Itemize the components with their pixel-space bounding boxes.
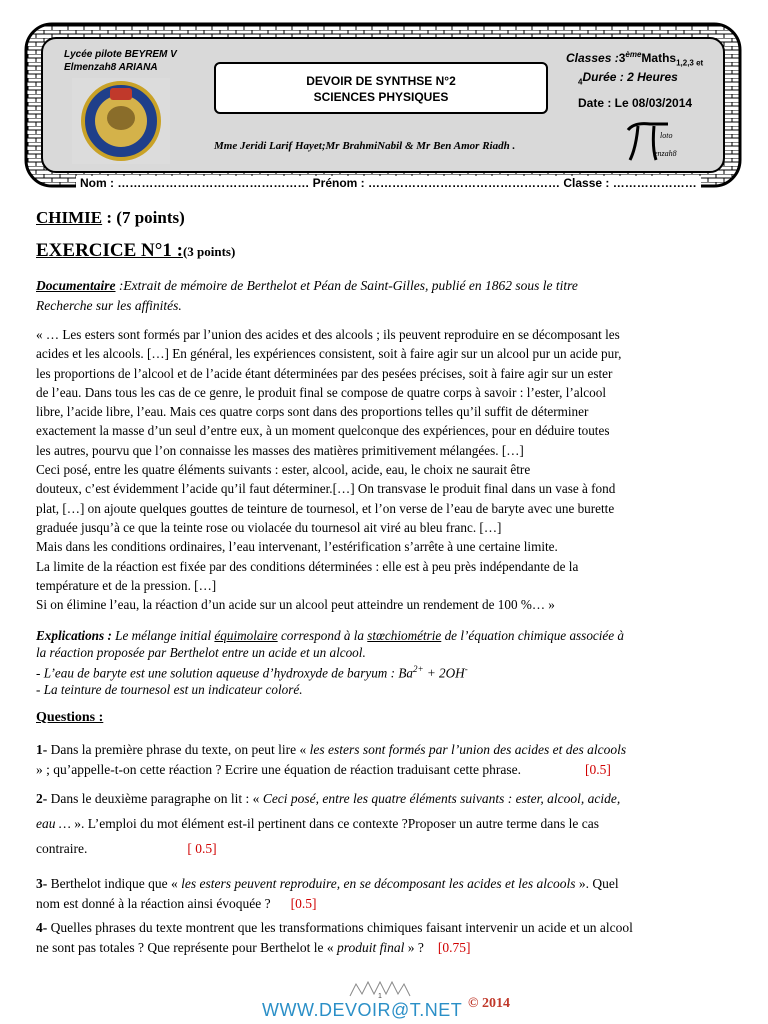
pi-logo (624, 118, 684, 166)
question-quote: eau … (36, 816, 71, 831)
question-1 (36, 740, 756, 779)
question-4 (36, 918, 756, 957)
question-text: » ; qu’appelle-t-on cette réaction ? Ecrire une équation de réaction traduisant cette phrase. (36, 761, 522, 777)
duration: Durée : 2 Heures (582, 70, 678, 84)
exam-title: DEVOIR DE SYNTHSE N°2 (306, 74, 456, 88)
logo-text2: enzah8 (654, 149, 677, 158)
documentaire-line2: Recherche sur les affinités. (36, 297, 182, 313)
chimie-points: : (7 points) (102, 208, 185, 227)
question-text: ne sont pas totales ? Que représente pour Berthelot le « (36, 939, 338, 955)
explications-line4: - La teinture de tournesol est un indicateur coloré. (36, 681, 303, 697)
classes-sub: 1,2,3 et (676, 58, 704, 68)
school-name (64, 48, 177, 74)
explications-label: Explications : (36, 628, 112, 643)
quote-line: Ceci posé, entre les quatre éléments suivants : ester, alcool, acide, eau, le choix ne saurait être (36, 462, 531, 478)
authors: Mme Jeridi Larif Hayet;Mr BrahmiNabil & Mr Ben Amor Riadh . (214, 140, 516, 152)
question-points: [0.5] (585, 761, 611, 777)
quote-line: « … Les esters sont formés par l’union des acides et des alcools ; ils peuvent reproduire en se décomposant les (36, 327, 620, 342)
exercise-heading (36, 240, 235, 262)
chimie-heading (36, 208, 185, 228)
questions-heading: Questions : (36, 710, 104, 725)
explications-term: stœchiométrie (367, 628, 442, 643)
exam-subject: SCIENCES PHYSIQUES (313, 90, 449, 104)
explications-sup: 2+ (412, 664, 424, 674)
quote-line: les autres, pourvu que l’on connaisse les masses des matières primitivement mélangées. […] (36, 442, 524, 458)
question-3 (36, 874, 756, 913)
chimie-title: CHIMIE (36, 208, 103, 227)
question-2 (36, 786, 756, 861)
quote-line: Mais dans les conditions ordinaires, l’eau intervenant, l’estérification s’arrête à une certaine limite. (36, 539, 558, 555)
quote-line: La limite de la réaction est fixée par des conditions déterminées : elle est à peu près indépendante de la (36, 558, 579, 574)
copyright: © 2014 (468, 996, 510, 1011)
question-text: » ? (404, 939, 424, 955)
exam-date: Date : Le 08/03/2014 (578, 96, 693, 110)
question-number: 1- (36, 742, 48, 757)
explications-line2: la réaction proposée par Berthelot entre un acide et un alcool. (36, 644, 366, 660)
classes-sup: ème (625, 50, 642, 59)
quote-line: plat, […] on ajoute quelques gouttes de teinture de tournesol, et l’on verse de l’eau de baryte avec une burette (36, 500, 615, 516)
documentaire-line1: :Extrait de mémoire de Berthelot et Péan de Saint-Gilles, publié en 1862 sous le titre (115, 278, 578, 293)
question-text: ». Quel (575, 876, 619, 891)
student-info-line: Nom : ………………………………………… Prénom : ………………………………………… Classe : ………………… (76, 176, 701, 190)
question-number: 3- (36, 876, 48, 891)
classes-subject: Maths (641, 51, 677, 65)
quote-paragraph (36, 325, 756, 614)
question-quote: les esters sont formés par l’union des acides et des alcools (309, 742, 627, 757)
quote-line: Si on élimine l’eau, la réaction d’un acide sur un alcool peut atteindre un rendement de 100 %… » (36, 597, 555, 613)
quote-line: acides et les alcools. […] En général, les expériences consistent, soit à faire agir sur un alcool pur un acide pur, (36, 346, 622, 362)
explications-text: correspond à la (277, 628, 368, 643)
explications-text: de l’équation chimique associée à (441, 628, 625, 643)
classes-label: Classes : (566, 51, 619, 65)
question-text: Quelles phrases du texte montrent que les transformations chimiques faisant intervenir un acide et un alcool (47, 920, 633, 935)
question-text: Dans la première phrase du texte, on peut lire « (47, 742, 310, 757)
explications-text: Le mélange initial (111, 628, 215, 643)
duration-info (578, 70, 678, 86)
quote-line: exactement la masse d’un seul d’entre eux, à un moment quelconque des expériences, pour en déduire toutes (36, 423, 610, 439)
site-link[interactable]: WWW.DEVOIR@T.NET (262, 1000, 463, 1020)
question-points: [0.5] (290, 895, 317, 911)
explications-term: équimolaire (214, 628, 278, 643)
school-line2: Elmenzah8 ARIANA (64, 62, 158, 73)
classes-value: 3 (618, 51, 626, 65)
page-number: 1 (378, 993, 382, 1000)
classes-info (566, 50, 703, 67)
documentaire (36, 276, 736, 315)
explications (36, 628, 756, 698)
question-quote: les esters peuvent reproduire, en se décomposant les acides et les alcools (181, 876, 576, 891)
question-text: Berthelot indique que « (47, 876, 182, 891)
exam-title-box (214, 62, 548, 114)
quote-line: graduée jusqu’à ce que la teinte rose ou violacée du tournesol ait viré au bleu franc. […] (36, 519, 502, 535)
duration-prefix: 4 (578, 77, 583, 87)
question-text: Dans le deuxième paragraphe on lit : « (47, 791, 263, 806)
quote-line: température et de la pression. […] (36, 577, 217, 593)
quote-line: de l’eau. Dans tous les cas de ce genre, le produit final se compose de quatre corps à savoir : l’ester, l’alcool (36, 384, 606, 400)
question-points: [ 0.5] (187, 841, 217, 856)
question-points: [0.75] (437, 939, 471, 955)
exercise-title: EXERCICE N°1 : (36, 240, 183, 261)
question-text: contraire. (36, 841, 88, 856)
logo-text: loto (660, 131, 673, 140)
quote-line: douteux, c’est évidemment l’acide qu’il faut déterminer.[…] On transvase le produit final dans un vase à fond (36, 481, 616, 497)
question-quote: produit final (337, 939, 405, 955)
quote-line: libre, l’acide libre, l’eau. Mais ces quatre corps sont dans des proportions telles qu’il suffit de déterminer (36, 404, 589, 420)
explications-line3: - L’eau de baryte est une solution aqueuse d’hydroxyde de baryum : Ba (36, 665, 413, 681)
question-text: ». L’emploi du mot élément est-il pertinent dans ce contexte ?Proposer un autre terme dans le cas (70, 816, 599, 831)
question-number: 4- (36, 920, 48, 935)
documentaire-label: Documentaire (36, 278, 116, 293)
explications-line3-end: + 2OH (423, 665, 465, 681)
explications-sup2: - (464, 664, 468, 674)
quote-line: les proportions de l’alcool et de l’acide étant déterminées par des pesées précises, soit à faire agir sur un ester (36, 365, 613, 381)
exercise-points: (3 points) (182, 244, 236, 259)
question-quote: Ceci posé, entre les quatre éléments suivants : ester, alcool, acide, (262, 791, 621, 806)
question-text: nom est donné à la réaction ainsi évoquée ? (36, 895, 271, 911)
school-emblem (72, 78, 170, 164)
school-line1: Lycée pilote BEYREM V (64, 49, 177, 60)
question-number: 2- (36, 791, 48, 806)
